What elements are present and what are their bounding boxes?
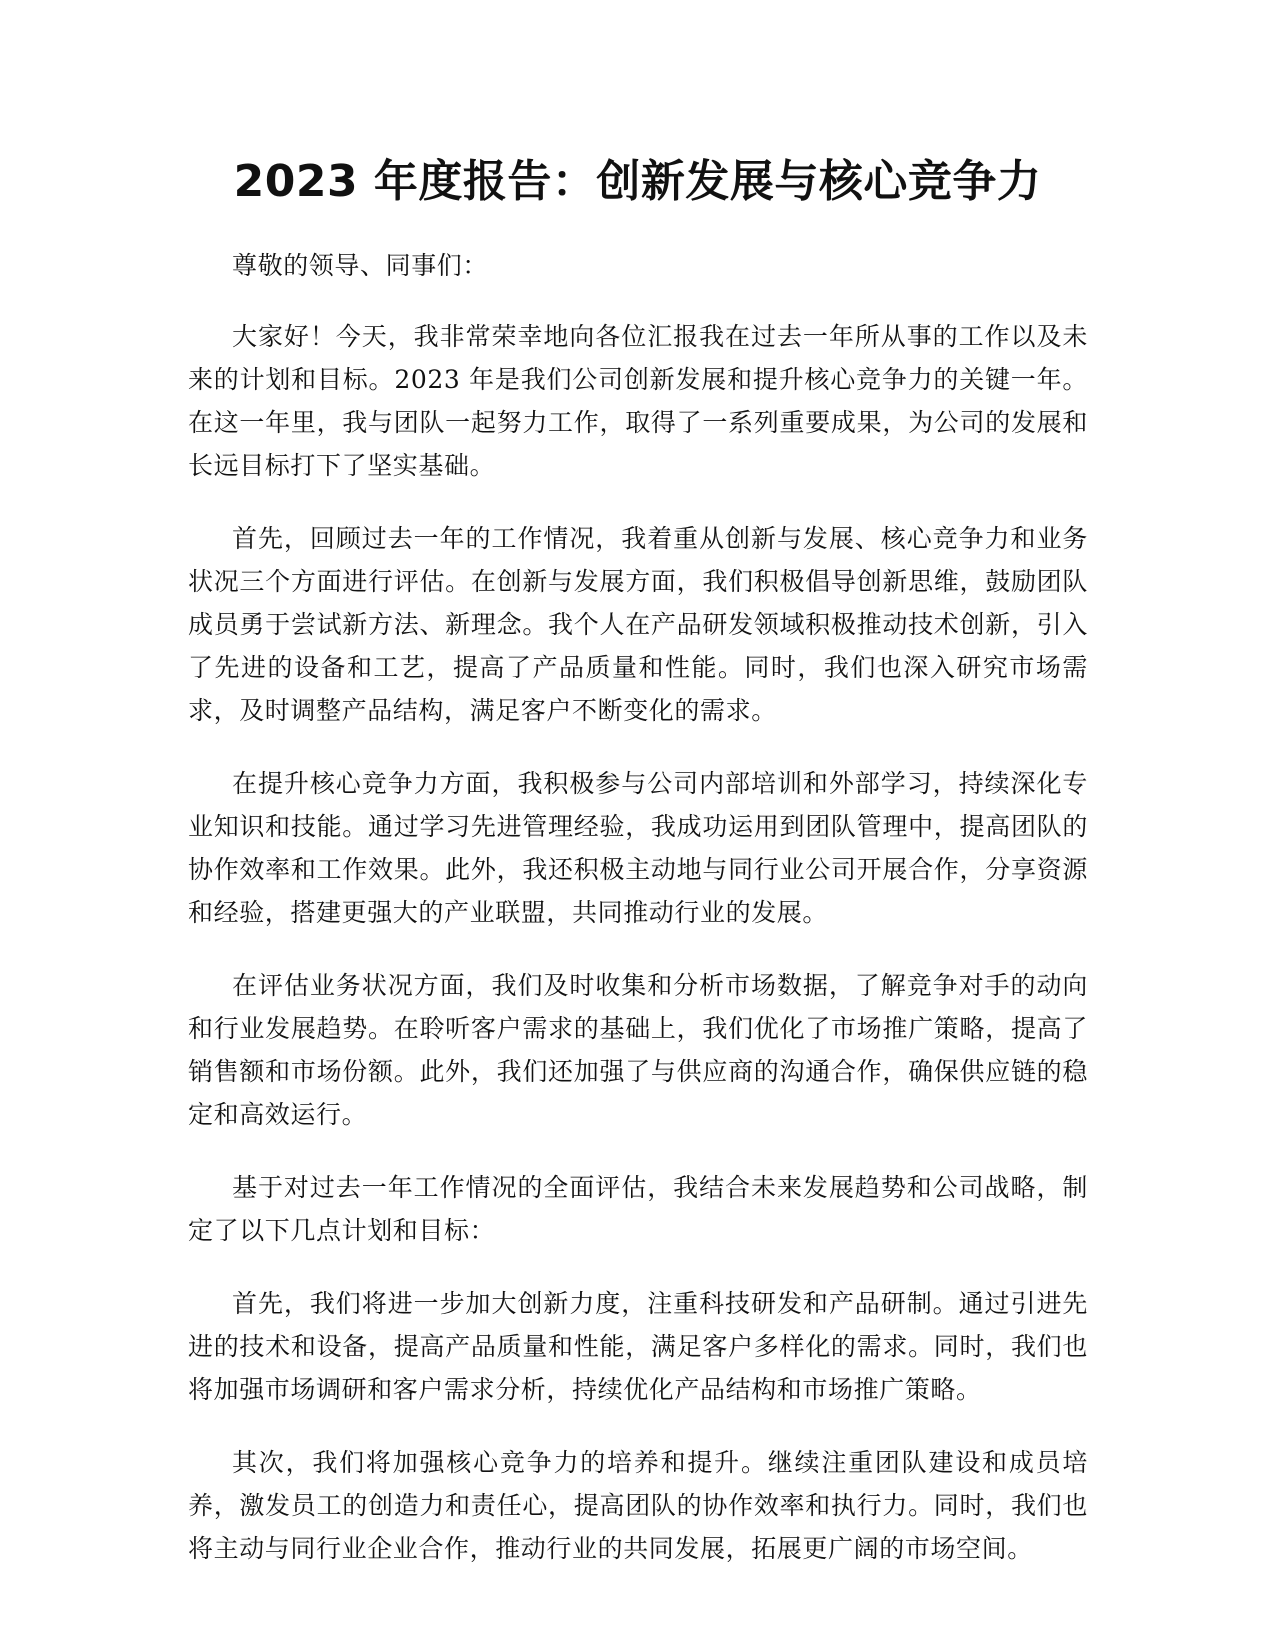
greeting-line: 尊敬的领导、同事们： (232, 251, 489, 280)
body-paragraph: 首先，回顾过去一年的工作情况，我着重从创新与发展、核心竞争力和业务状况三个方面进行评估。在创新与发展方面，我们积极倡导创新思维，鼓励团队成员勇于尝试新方法、新理念。我个人在产品研发领域积极推动技术创新，引入了先进的设备和工艺，提高了产品质量和性能。同时，我们也深入研究市场需求，及时调整产品结构，满足客户不断变化的需求。 (188, 524, 1088, 725)
body-paragraph: 基于对过去一年工作情况的全面评估，我结合未来发展趋势和公司战略，制定了以下几点计划和目标： (188, 1173, 1088, 1245)
body-paragraph: 首先，我们将进一步加大创新力度，注重科技研发和产品研制。通过引进先进的技术和设备，提高产品质量和性能，满足客户多样化的需求。同时，我们也将加强市场调研和客户需求分析，持续优化产品结构和市场推广策略。 (188, 1289, 1088, 1404)
body-paragraph: 在提升核心竞争力方面，我积极参与公司内部培训和外部学习，持续深化专业知识和技能。通过学习先进管理经验，我成功运用到团队管理中，提高团队的协作效率和工作效果。此外，我还积极主动地与同行业公司开展合作，分享资源和经验，搭建更强大的产业联盟，共同推动行业的发展。 (188, 769, 1088, 927)
body-paragraph: 其次，我们将加强核心竞争力的培养和提升。继续注重团队建设和成员培养，激发员工的创造力和责任心，提高团队的协作效率和执行力。同时，我们也将主动与同行业企业合作，推动行业的共同发展，拓展更广阔的市场空间。 (188, 1448, 1088, 1563)
document-body (188, 244, 1088, 1600)
document-title: 2023 年度报告：创新发展与核心竞争力 (233, 156, 1042, 207)
body-paragraph: 在评估业务状况方面，我们及时收集和分析市场数据，了解竞争对手的动向和行业发展趋势。在聆听客户需求的基础上，我们优化了市场推广策略，提高了销售额和市场份额。此外，我们还加强了与供应商的沟通合作，确保供应链的稳定和高效运行。 (188, 971, 1088, 1129)
body-paragraph: 大家好！今天，我非常荣幸地向各位汇报我在过去一年所从事的工作以及未来的计划和目标。2023 年是我们公司创新发展和提升核心竞争力的关键一年。在这一年里，我与团队一起努力工作，取得了一系列重要成果，为公司的发展和长远目标打下了坚实基础。 (188, 322, 1088, 480)
